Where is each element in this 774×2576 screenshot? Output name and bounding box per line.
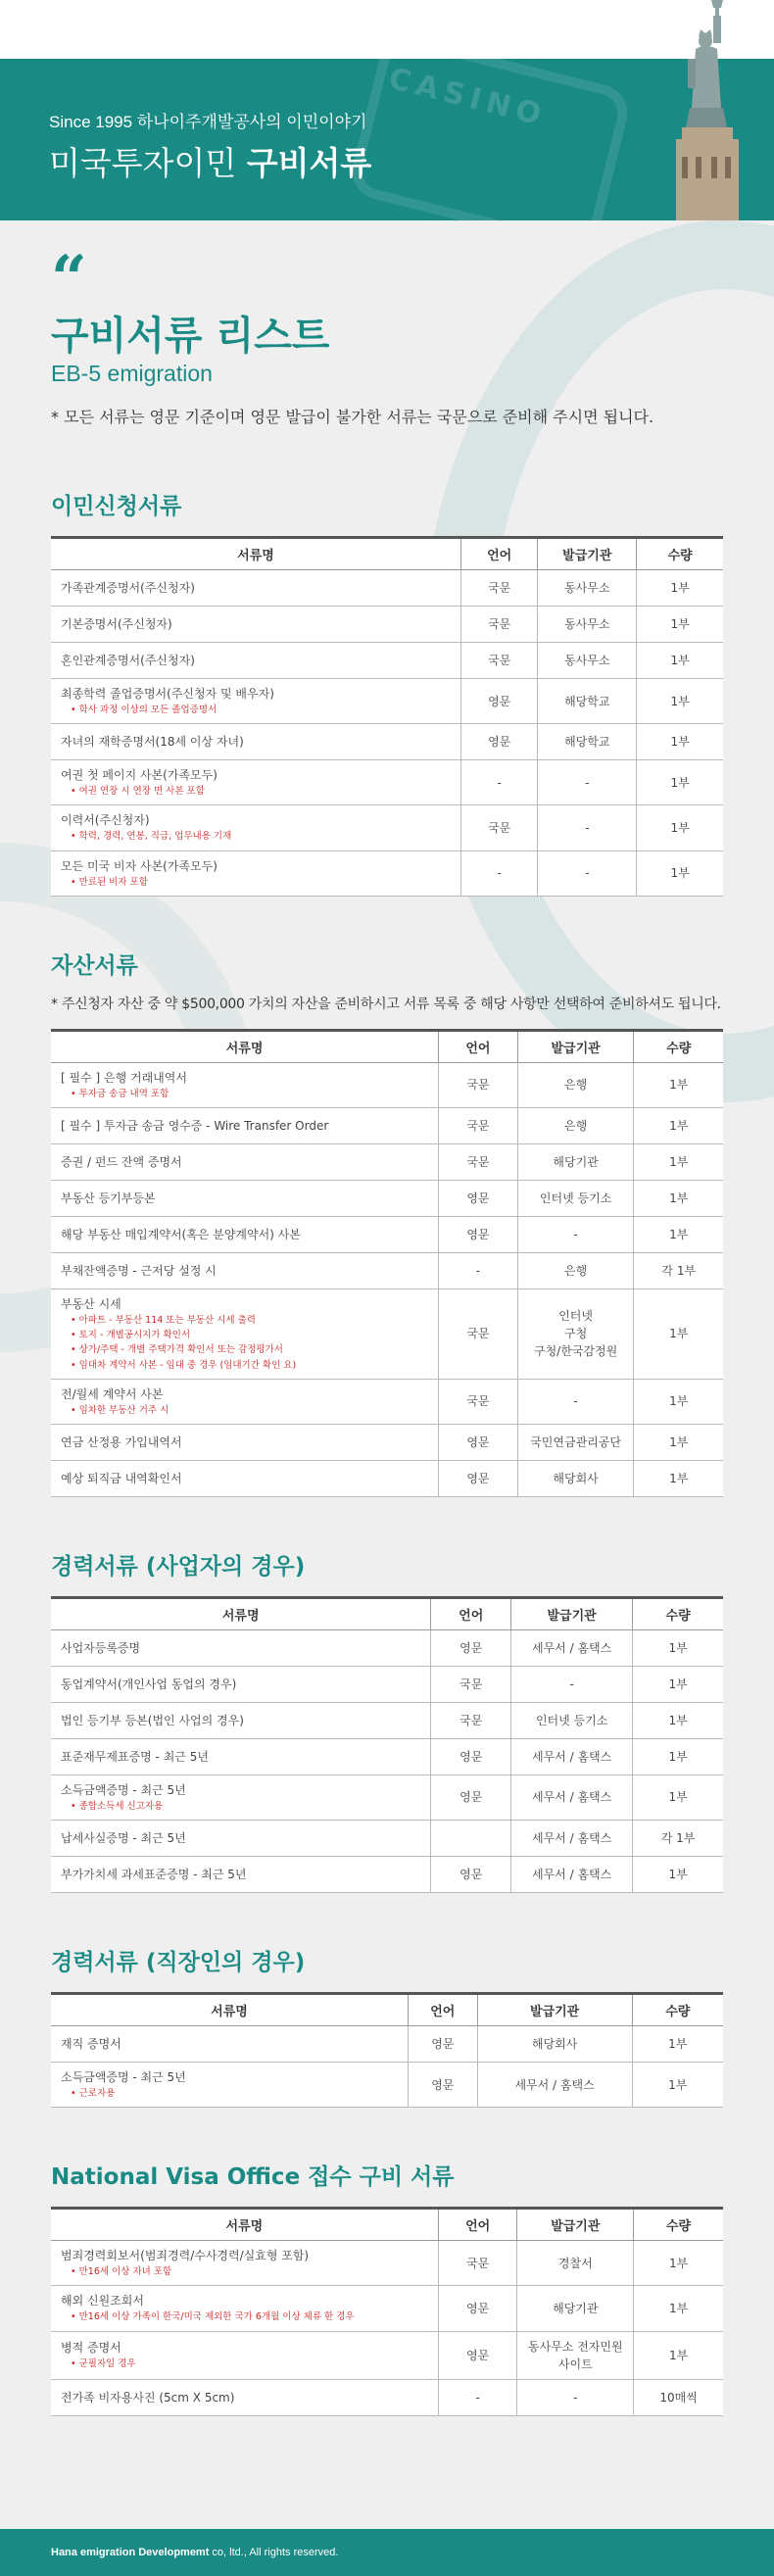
issuer-cell: 세무서 / 홈택스 (511, 1821, 633, 1857)
banner-title (49, 138, 774, 184)
issuer-cell: 동사무소 전자민원 사이트 (517, 2331, 634, 2379)
document-name: 모든 미국 비자 사본(가족모두) (61, 858, 218, 873)
language-cell: 영문 (431, 1774, 511, 1820)
issuer-cell: - (538, 851, 637, 896)
header-name: 서류명 (51, 1597, 431, 1629)
table-row (51, 2331, 723, 2379)
section-title-nvc: National Visa Office 접수 구비 서류 (51, 2164, 455, 2191)
language-cell: 영문 (461, 679, 538, 724)
document-note: • 아파트 - 부동산 114 또는 부동산 시세 출력 (61, 1313, 428, 1328)
page-subtitle: EB-5 emigration (51, 361, 213, 386)
issuer-cell: 은행 (517, 1062, 634, 1107)
language-cell: 영문 (431, 1738, 511, 1774)
issuer-cell: 세무서 / 홈택스 (511, 1629, 633, 1666)
language-cell: 국문 (461, 805, 538, 851)
document-name-cell (51, 1738, 431, 1774)
table-row (51, 1857, 723, 1893)
header-name: 서류명 (51, 1030, 439, 1062)
language-cell: 영문 (439, 1180, 518, 1216)
issuer-cell: 인터넷 등기소 (511, 1702, 633, 1738)
language-cell: 국문 (461, 607, 538, 643)
issuer-cell: 은행 (517, 1107, 634, 1143)
document-name: 최종학력 졸업증명서(주신청자 및 배우자) (61, 687, 274, 701)
footer-brand: Hana emigration Developmemt (51, 2547, 210, 2558)
document-note: • 투자금 송금 내역 포함 (61, 1087, 428, 1101)
document-note: • 만료된 비자 포함 (61, 875, 451, 890)
document-name-cell (51, 1288, 439, 1379)
document-name-cell (51, 724, 461, 760)
issuer-cell: 해당회사 (517, 1460, 634, 1496)
header-name: 서류명 (51, 1994, 409, 2026)
issuer-cell: - (511, 1666, 633, 1702)
table-row (51, 1216, 723, 1252)
quantity-cell: 1부 (637, 570, 723, 607)
issuer-cell: - (538, 805, 637, 851)
table-row (51, 851, 723, 896)
language-cell: 국문 (439, 1143, 518, 1180)
quantity-cell: 1부 (634, 1143, 723, 1180)
quantity-cell: 1부 (634, 1460, 723, 1496)
document-name-cell (51, 2379, 438, 2415)
quantity-cell: 1부 (637, 607, 723, 643)
document-name-cell (51, 1629, 431, 1666)
quantity-cell: 1부 (633, 1629, 723, 1666)
issuer-cell: 동사무소 (538, 570, 637, 607)
header-issuer: 발급기관 (511, 1597, 633, 1629)
issuer-cell: 동사무소 (538, 643, 637, 679)
document-name-cell (51, 1857, 431, 1893)
document-name: 연금 산정용 가입내역서 (61, 1434, 182, 1449)
section-title-business: 경력서류 (사업자의 경우) (51, 1553, 306, 1580)
quantity-cell: 10매씩 (634, 2379, 723, 2415)
table-row (51, 2063, 723, 2108)
document-name-cell (51, 1666, 431, 1702)
section-title-immigration: 이민신청서류 (51, 494, 182, 519)
nvc-table (51, 2207, 723, 2415)
document-name-cell (51, 1424, 439, 1460)
document-note: • 임차한 부동산 거주 시 (61, 1403, 428, 1418)
language-cell: 국문 (439, 1379, 518, 1424)
language-cell: 국문 (439, 1062, 518, 1107)
quote-mark-icon: “ (51, 242, 87, 316)
quantity-cell: 1부 (637, 805, 723, 851)
issuer-cell: 인터넷 구청 구청/한국감정원 (517, 1288, 634, 1379)
quantity-cell: 1부 (634, 2286, 723, 2331)
table-row (51, 1252, 723, 1288)
document-note: • 군필자일 경우 (61, 2357, 428, 2371)
document-name: 전/월세 계약서 사본 (61, 1386, 164, 1401)
issuer-cell: 해당기관 (517, 2286, 634, 2331)
document-name-cell (51, 1216, 439, 1252)
issuer-cell: - (517, 1379, 634, 1424)
quantity-cell: 1부 (632, 2063, 723, 2108)
document-name-cell (51, 679, 461, 724)
issuer-cell: 해당회사 (477, 2026, 632, 2063)
table-row (51, 2379, 723, 2415)
banner-subtitle: Since 1995 하나이주개발공사의 이민이야기 (49, 113, 367, 131)
header-qty: 수량 (634, 1030, 723, 1062)
banner-title-bold: 구비서류 (246, 144, 372, 182)
quantity-cell: 1부 (637, 760, 723, 805)
issuer-cell: 동사무소 (538, 607, 637, 643)
document-name-cell (51, 1180, 439, 1216)
quantity-cell: 1부 (634, 2241, 723, 2286)
table-row (51, 679, 723, 724)
document-name: 사업자등록증명 (61, 1640, 141, 1655)
document-name-cell (51, 2063, 409, 2108)
header-qty: 수량 (634, 2209, 723, 2241)
header-lang: 언어 (439, 1030, 518, 1062)
table-row (51, 805, 723, 851)
table-row (51, 760, 723, 805)
document-name: [ 필수 ] 투자금 송금 영수증 - Wire Transfer Order (61, 1118, 329, 1133)
table-header (51, 538, 723, 570)
document-name: 납세사실증명 - 최근 5년 (61, 1831, 186, 1846)
assets-table (51, 1029, 723, 1497)
document-name-cell (51, 760, 461, 805)
document-name: 부동산 등기부등본 (61, 1191, 156, 1205)
table-row (51, 2026, 723, 2063)
quantity-cell: 1부 (633, 1702, 723, 1738)
language-cell: 영문 (431, 1629, 511, 1666)
table-header (51, 2209, 723, 2241)
document-name-cell (51, 1252, 439, 1288)
language-cell: 영문 (439, 1460, 518, 1496)
language-cell: 영문 (439, 1216, 518, 1252)
section-title-employee: 경력서류 (직장인의 경우) (51, 1950, 306, 1976)
table-row (51, 1062, 723, 1107)
document-name: 소득금액증명 - 최근 5년 (61, 1782, 186, 1797)
document-name: 혼인관계증명서(주신청자) (61, 654, 195, 667)
issuer-cell: 세무서 / 홈택스 (511, 1738, 633, 1774)
top-whitespace (0, 0, 774, 59)
quantity-cell: 각 1부 (633, 1821, 723, 1857)
quantity-cell: 1부 (634, 1107, 723, 1143)
section-title-assets: 자산서류 (51, 952, 138, 979)
header-lang: 언어 (461, 538, 538, 570)
table-row (51, 2241, 723, 2286)
document-name-cell (51, 2026, 409, 2063)
document-note: • 근로자용 (61, 2086, 398, 2101)
header-qty: 수량 (637, 538, 723, 570)
language-cell: 국문 (431, 1702, 511, 1738)
document-note: • 만16세 이상 자녀 포함 (61, 2264, 428, 2279)
language-cell: 영문 (461, 724, 538, 760)
issuer-cell: 인터넷 등기소 (517, 1180, 634, 1216)
language-cell: 국문 (461, 643, 538, 679)
quantity-cell: 1부 (634, 1288, 723, 1379)
table-row (51, 1666, 723, 1702)
intro-note: * 모든 서류는 영문 기준이며 영문 발급이 불가한 서류는 국문으로 준비해 주시면 됩니다. (51, 408, 654, 426)
intro (51, 220, 723, 427)
issuer-cell: 경찰서 (517, 2241, 634, 2286)
issuer-cell: - (517, 1216, 634, 1252)
document-name: 부가가치세 과세표준증명 - 최근 5년 (61, 1868, 247, 1882)
quantity-cell: 1부 (634, 1062, 723, 1107)
document-name: 표준재무제표증명 - 최근 5년 (61, 1749, 209, 1764)
issuer-cell: 세무서 / 홈택스 (477, 2063, 632, 2108)
language-cell: - (461, 851, 538, 896)
content (0, 220, 774, 2416)
language-cell: - (461, 760, 538, 805)
table-row (51, 1288, 723, 1379)
table-header (51, 1030, 723, 1062)
quantity-cell: 1부 (632, 2026, 723, 2063)
quantity-cell: 1부 (634, 1216, 723, 1252)
issuer-cell: 세무서 / 홈택스 (511, 1857, 633, 1893)
document-name: 소득금액증명 - 최근 5년 (61, 2070, 186, 2085)
footer-copyright: co, ltd., All rights reserved. (209, 2547, 339, 2558)
document-name-cell (51, 1107, 439, 1143)
document-note: • 임대차 계약서 사본 - 임대 중 경우 (임대기간 확인 요) (61, 1358, 428, 1373)
quantity-cell: 1부 (634, 2331, 723, 2379)
language-cell: - (438, 2379, 517, 2415)
issuer-cell: 해당학교 (538, 679, 637, 724)
employee-table (51, 1992, 723, 2108)
document-name: 기본증명서(주신청자) (61, 617, 172, 631)
document-name-cell (51, 1062, 439, 1107)
document-name-cell (51, 2286, 438, 2331)
document-name: 재직 증명서 (61, 2037, 121, 2052)
issuer-cell: 은행 (517, 1252, 634, 1288)
document-name: 자녀의 재학증명서(18세 이상 자녀) (61, 735, 244, 750)
banner-title-plain: 미국투자이민 (49, 144, 237, 182)
issuer-cell: 해당학교 (538, 724, 637, 760)
document-name: 가족관계증명서(주신청자) (61, 581, 195, 595)
table-header (51, 1994, 723, 2026)
header-banner (0, 59, 774, 220)
table-row (51, 724, 723, 760)
document-name-cell (51, 2241, 438, 2286)
document-name: 부동산 시세 (61, 1296, 121, 1311)
document-name: 이력서(주신청자) (61, 813, 150, 828)
table-row (51, 2286, 723, 2331)
language-cell: 국문 (461, 570, 538, 607)
document-name: 범죄경력회보서(범죄경력/수사경력/실효형 포함) (61, 2249, 310, 2263)
header-name: 서류명 (51, 538, 461, 570)
language-cell: 국문 (438, 2241, 517, 2286)
document-name: 법인 등기부 등본(법인 사업의 경우) (61, 1713, 244, 1727)
language-cell: 영문 (409, 2026, 478, 2063)
quantity-cell: 각 1부 (634, 1252, 723, 1288)
quantity-cell: 1부 (637, 643, 723, 679)
table-row (51, 1180, 723, 1216)
header-issuer: 발급기관 (538, 538, 637, 570)
document-name-cell (51, 1821, 431, 1857)
immigration-table (51, 536, 723, 897)
table-row (51, 1821, 723, 1857)
page-title: 구비서류 리스트 (51, 314, 330, 359)
document-name: 동업계약서(개인사업 동업의 경우) (61, 1677, 237, 1691)
table-row (51, 570, 723, 607)
assets-note: * 주신청자 자산 중 약 $500,000 가치의 자산을 준비하시고 서류 목록 중 해당 사항만 선택하여 준비하셔도 됩니다. (51, 996, 721, 1012)
quantity-cell: 1부 (633, 1738, 723, 1774)
language-cell: 영문 (438, 2286, 517, 2331)
watermark-text: CASINO (385, 61, 551, 134)
document-name-cell (51, 1379, 439, 1424)
document-name-cell (51, 607, 461, 643)
language-cell (431, 1821, 511, 1857)
document-name: [ 필수 ] 은행 거래내역서 (61, 1070, 187, 1085)
language-cell: 영문 (438, 2331, 517, 2379)
table-row (51, 1379, 723, 1424)
document-name: 병적 증명서 (61, 2341, 121, 2356)
document-name: 증권 / 펀드 잔액 증명서 (61, 1154, 182, 1169)
quantity-cell: 1부 (634, 1379, 723, 1424)
statue-of-liberty-icon (666, 0, 754, 220)
document-note: • 여권 연장 시 연장 면 사본 포함 (61, 784, 451, 799)
issuer-cell: 국민연금관리공단 (517, 1424, 634, 1460)
issuer-cell: - (538, 760, 637, 805)
header-qty: 수량 (632, 1994, 723, 2026)
table-row (51, 1143, 723, 1180)
quantity-cell: 1부 (633, 1666, 723, 1702)
quantity-cell: 1부 (637, 851, 723, 896)
table-row (51, 643, 723, 679)
language-cell: 영문 (409, 2063, 478, 2108)
language-cell: 국문 (439, 1107, 518, 1143)
document-name-cell (51, 1774, 431, 1820)
document-note: • 종합소득세 신고자용 (61, 1799, 420, 1814)
document-name: 전가족 비자용사진 (5cm X 5cm) (61, 2390, 235, 2405)
document-name: 여권 첫 페이지 사본(가족모두) (61, 768, 218, 783)
document-name-cell (51, 643, 461, 679)
footer (0, 2529, 774, 2576)
table-row (51, 607, 723, 643)
document-name-cell (51, 1143, 439, 1180)
document-note: • 학사 과정 이상의 모든 졸업증명서 (61, 703, 451, 717)
business-table (51, 1596, 723, 1893)
quantity-cell: 1부 (633, 1857, 723, 1893)
quantity-cell: 1부 (634, 1180, 723, 1216)
language-cell: 국문 (431, 1666, 511, 1702)
table-row (51, 1702, 723, 1738)
table-row (51, 1107, 723, 1143)
language-cell: 국문 (439, 1288, 518, 1379)
issuer-cell: 세무서 / 홈택스 (511, 1774, 633, 1820)
header-lang: 언어 (431, 1597, 511, 1629)
document-name: 해외 신원조회서 (61, 2294, 144, 2309)
quantity-cell: 1부 (634, 1424, 723, 1460)
header-name: 서류명 (51, 2209, 438, 2241)
quantity-cell: 1부 (633, 1774, 723, 1820)
language-cell: 영문 (439, 1424, 518, 1460)
table-row (51, 1424, 723, 1460)
table-row (51, 1774, 723, 1820)
header-lang: 언어 (409, 1994, 478, 2026)
language-cell: 영문 (431, 1857, 511, 1893)
document-name: 해당 부동산 매입계약서(혹은 분양계약서) 사본 (61, 1227, 301, 1241)
header-lang: 언어 (438, 2209, 517, 2241)
document-name-cell (51, 2331, 438, 2379)
table-row (51, 1629, 723, 1666)
table-row (51, 1460, 723, 1496)
document-name-cell (51, 570, 461, 607)
table-row (51, 1738, 723, 1774)
language-cell: - (439, 1252, 518, 1288)
document-note: • 상가/주택 - 개별 주택가격 확인서 또는 감정평가서 (61, 1342, 428, 1357)
issuer-cell: 해당기관 (517, 1143, 634, 1180)
document-name-cell (51, 1702, 431, 1738)
document-name-cell (51, 805, 461, 851)
document-name-cell (51, 1460, 439, 1496)
document-note: • 만16세 이상 가족이 한국/미국 제외한 국가 6개월 이상 체류 한 경우 (61, 2309, 428, 2324)
quantity-cell: 1부 (637, 679, 723, 724)
header-issuer: 발급기관 (517, 1030, 634, 1062)
header-qty: 수량 (633, 1597, 723, 1629)
document-name: 예상 퇴직금 내역확인서 (61, 1471, 182, 1485)
issuer-cell: - (517, 2379, 634, 2415)
header-issuer: 발급기관 (517, 2209, 634, 2241)
document-note: • 토지 - 개별공시지가 확인서 (61, 1328, 428, 1342)
document-name: 부채잔액증명 - 근저당 설정 시 (61, 1263, 217, 1278)
quantity-cell: 1부 (637, 724, 723, 760)
header-issuer: 발급기관 (477, 1994, 632, 2026)
document-name-cell (51, 851, 461, 896)
document-note: • 학력, 경력, 연봉, 직급, 업무내용 기재 (61, 829, 451, 844)
table-header (51, 1597, 723, 1629)
